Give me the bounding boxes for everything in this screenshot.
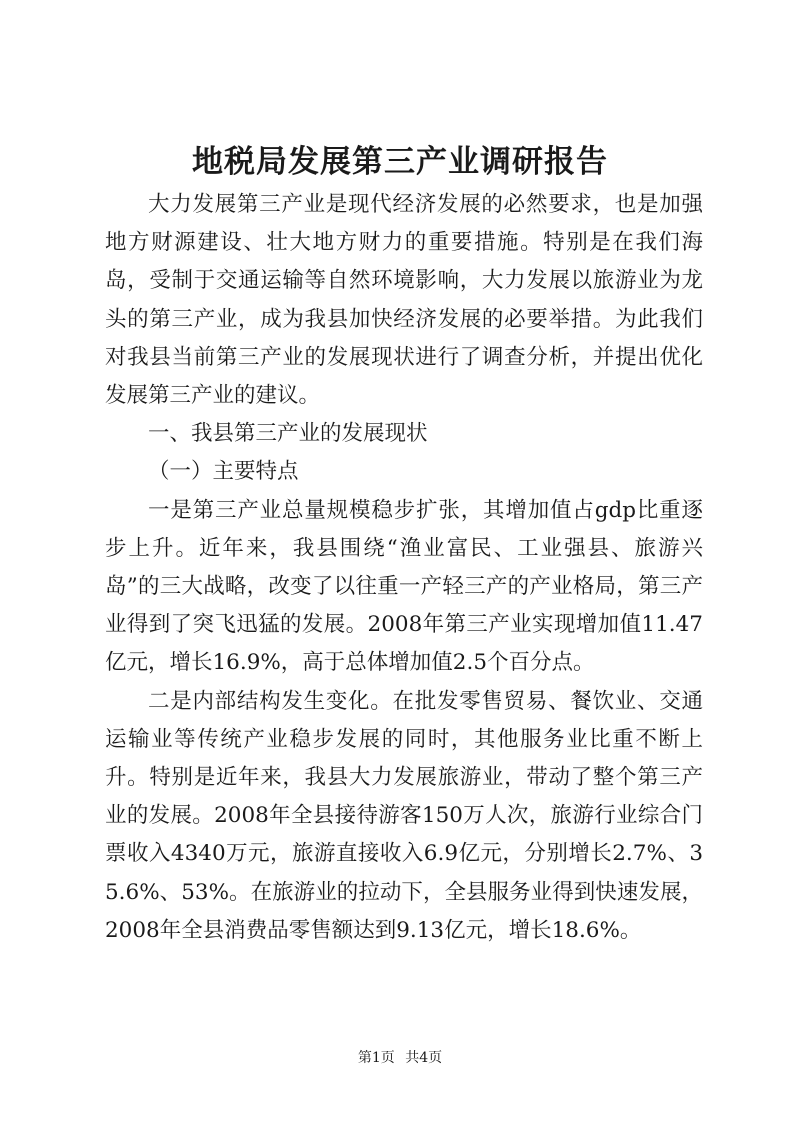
page-total: 共4页 xyxy=(405,1050,443,1066)
section-heading: 一、我县第三产业的发展现状 xyxy=(148,421,428,447)
page-footer xyxy=(0,1048,800,1068)
document-title: 地税局发展第三产业调研报告 xyxy=(192,144,608,180)
body-paragraph: 一是第三产业总量规模稳步扩张，其增加值占gdp比重逐步上升。近年来，我县围绕“渔业富民、工业强县、旅游兴岛”的三大战略，改变了以往重一产轻三产的产业格局，第三产业得到了突飞迅猛的发展。2008年第三产业实现增加值11.47亿元，增长16.9%，高于总体增加值2.5个百分点。 xyxy=(105,497,703,676)
subsection-heading: （一）主要特点 xyxy=(148,459,299,485)
intro-paragraph: 大力发展第三产业是现代经济发展的必然要求，也是加强地方财源建设、壮大地方财力的重要措施。特别是在我们海岛，受制于交通运输等自然环境影响，大力发展以旅游业为龙头的第三产业，成为我县加快经济发展的必要举措。为此我们对我县当前第三产业的发展现状进行了调查分析，并提出优化发展第三产业的建议。 xyxy=(105,192,703,409)
page-number: 第1页 xyxy=(357,1050,395,1066)
document-body xyxy=(105,186,703,950)
body-paragraph: 二是内部结构发生变化。在批发零售贸易、餐饮业、交通运输业等传统产业稳步发展的同时，其他服务业比重不断上升。特别是近年来，我县大力发展旅游业，带动了整个第三产业的发展。2008年全县接待游客150万人次，旅游行业综合门票收入4340万元，旅游直接收入6.9亿元，分别增长2.7%、35.6%、53%。在旅游业的拉动下，全县服务业得到快速发展，2008年全县消费品零售额达到9.13亿元，增长18.6%。 xyxy=(105,688,703,943)
